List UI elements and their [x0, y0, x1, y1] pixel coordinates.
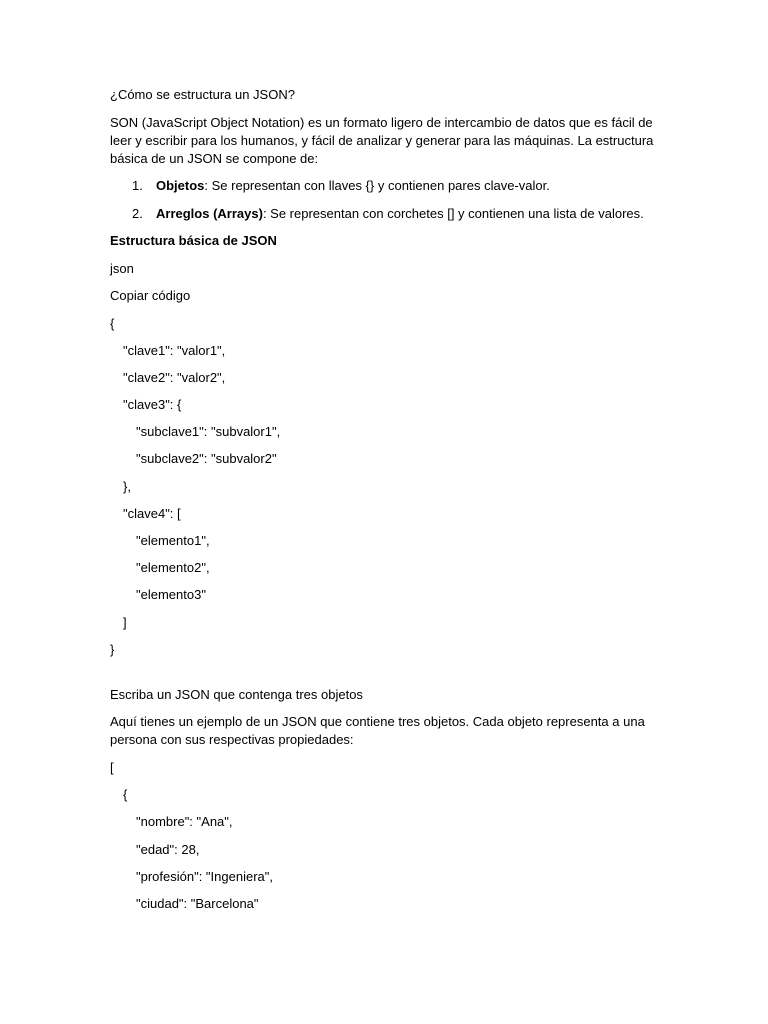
heading-three-objects: Escriba un JSON que contenga tres objetos [110, 686, 363, 702]
list-term: Objetos [156, 178, 205, 193]
code-line: } [110, 641, 115, 657]
blank-line [110, 668, 655, 686]
copy-code-link[interactable]: Copiar código [110, 288, 191, 303]
list-number: 1. [132, 178, 143, 193]
code-language-label: json [110, 260, 134, 276]
heading-how-json-structured: ¿Cómo se estructura un JSON? [110, 87, 295, 102]
list-term: Arreglos (Arrays) [156, 205, 263, 221]
document-page [110, 86, 655, 922]
code-line: "subclave2": "subvalor2" [136, 451, 277, 467]
code-line: "clave2": "valor2", [123, 369, 226, 385]
code-line: "ciudad": "Barcelona" [136, 895, 259, 911]
code-line: "edad": 28, [136, 841, 200, 857]
list-number: 2. [132, 205, 143, 221]
code-line: [ [110, 759, 114, 775]
code-line: ] [123, 614, 127, 630]
heading-basic-structure: Estructura básica de JSON [110, 233, 277, 248]
code-line: "clave1": "valor1", [123, 342, 226, 358]
code-line: "nombre": "Ana", [136, 814, 233, 830]
list-item [110, 177, 655, 195]
code-line: "profesión": "Ingeniera", [136, 868, 273, 884]
code-block-three-objects [110, 759, 655, 913]
list-description: : Se representan con corchetes [] y contienen una lista de valores. [262, 205, 644, 221]
code-line: }, [123, 478, 131, 494]
code-line: "clave3": { [123, 397, 182, 413]
code-line: "elemento2", [136, 560, 210, 576]
code-line: "subclave1": "subvalor1", [136, 424, 281, 440]
code-line: "elemento1", [136, 533, 210, 548]
intro-paragraph: SON (JavaScript Object Notation) es un formato ligero de intercambio de datos que es fácil de leer y escribir para los humanos, y fácil de analizar y generar para las máquinas. La estructura básica de un JSON se compone de: [110, 114, 654, 166]
structure-list [110, 177, 655, 223]
list-description: : Se representan con llaves {} y contienen pares clave-valor. [204, 178, 550, 193]
code-line: { [123, 787, 128, 803]
list-item [110, 205, 655, 223]
code-line: { [110, 315, 115, 331]
code-block-basic [110, 315, 655, 659]
code-line: "elemento3" [136, 587, 206, 603]
intro-paragraph-2: Aquí tienes un ejemplo de un JSON que contiene tres objetos. Cada objeto representa a una persona con sus respectivas propiedades: [110, 714, 645, 748]
code-line: "clave4": [ [123, 505, 181, 521]
